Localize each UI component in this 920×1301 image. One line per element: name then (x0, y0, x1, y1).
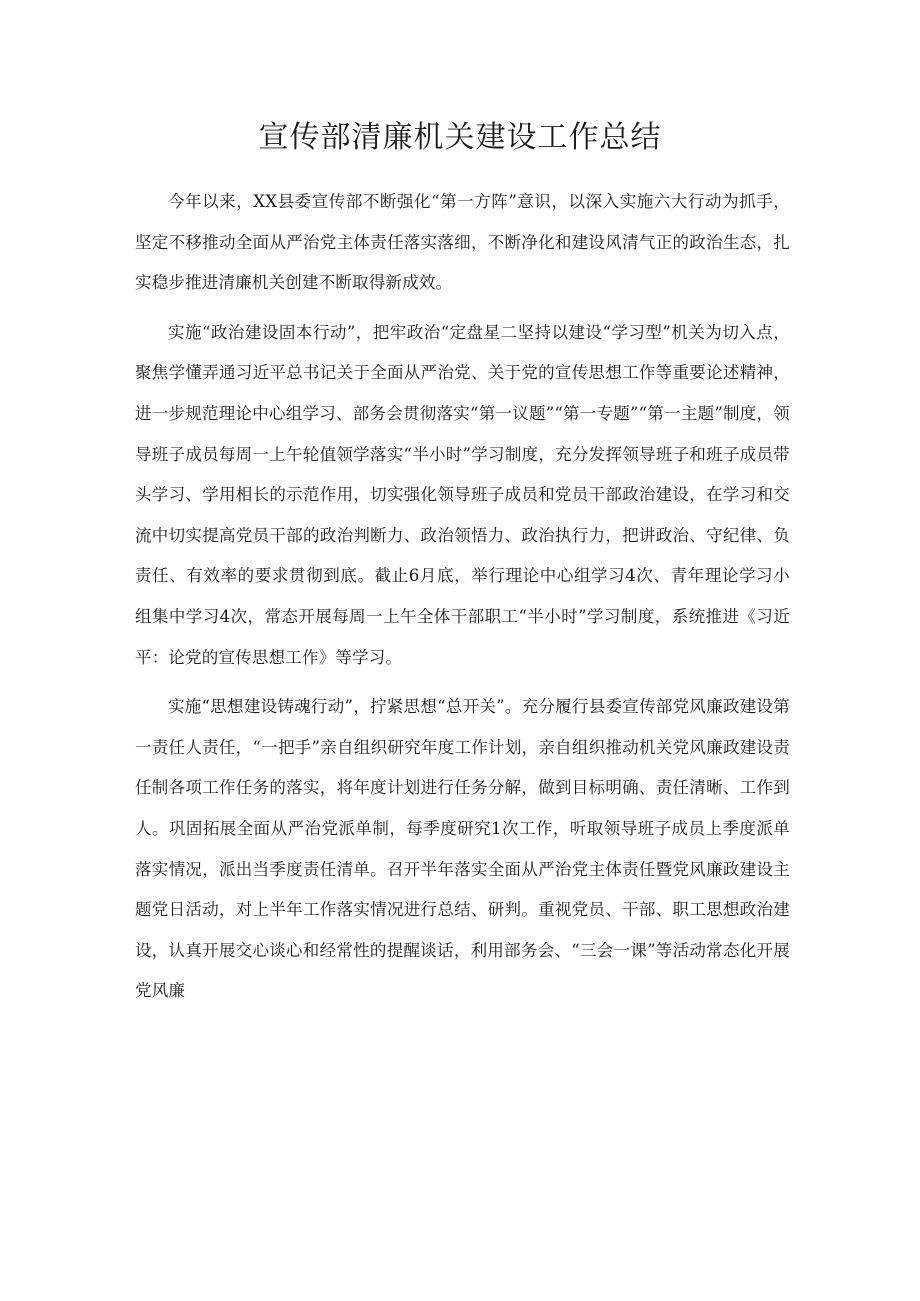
document-title: 宣传部清廉机关建设工作总结 (258, 120, 662, 155)
paragraph-ideological-construction: 实施“思想建设铸魂行动”，拧紧思想“总开关”。充分履行县委宣传部党风廉政建设第一责任人责任，“一把手”亲自组织研究年度工作计划，亲自组织推动机关党风廉政建设责任制各项工作任务的落实，将年度计划进行任务分解，做到目标明确、责任清晰、工作到人。巩固拓展全面从严治党派单制，每季度研究1次工作，听取领导班子成员上季度派单落实情况，派出当季度责任清单。召开半年落实全面从严治党主体责任暨党风廉政建设主题党日活动，对上半年工作落实情况进行总结、研判。重视党员、干部、职工思想政治建设，认真开展交心谈心和经常性的提醒谈话，利用部务会、“三会一课”等活动常态化开展党风廉 (135, 697, 790, 1001)
document-body (135, 182, 790, 1021)
paragraph-intro: 今年以来，XX县委宣传部不断强化“第一方阵”意识，以深入实施六大行动为抓手，坚定不移推动全面从严治党主体责任落实落细，不断净化和建设风清气正的政治生态，扎实稳步推进清廉机关创建不断取得新成效。 (135, 192, 790, 293)
paragraph-political-construction: 实施“政治建设固本行动”，把牢政治“定盘星二坚持以建设“学习型”机关为切入点，聚焦学懂弄通习近平总书记关于全面从严治党、关于党的宣传思想工作等重要论述精神，进一步规范理论中心组学习、部务会贯彻落实“第一议题”“第一专题”“第一主题”制度，领导班子成员每周一上午轮值领学落实“半小时”学习制度，充分发挥领导班子和班子成员带头学习、学用相长的示范作用，切实强化领导班子成员和党员干部政治建设，在学习和交流中切实提高党员干部的政治判断力、政治领悟力、政治执行力，把讲政治、守纪律、负责任、有效率的要求贯彻到底。截止6月底，举行理论中心组学习4次、青年理论学习小组集中学习4次，常态开展每周一上午全体干部职工“半小时”学习制度，系统推进《习近平：论党的宣传思想工作》等学习。 (135, 322, 790, 667)
